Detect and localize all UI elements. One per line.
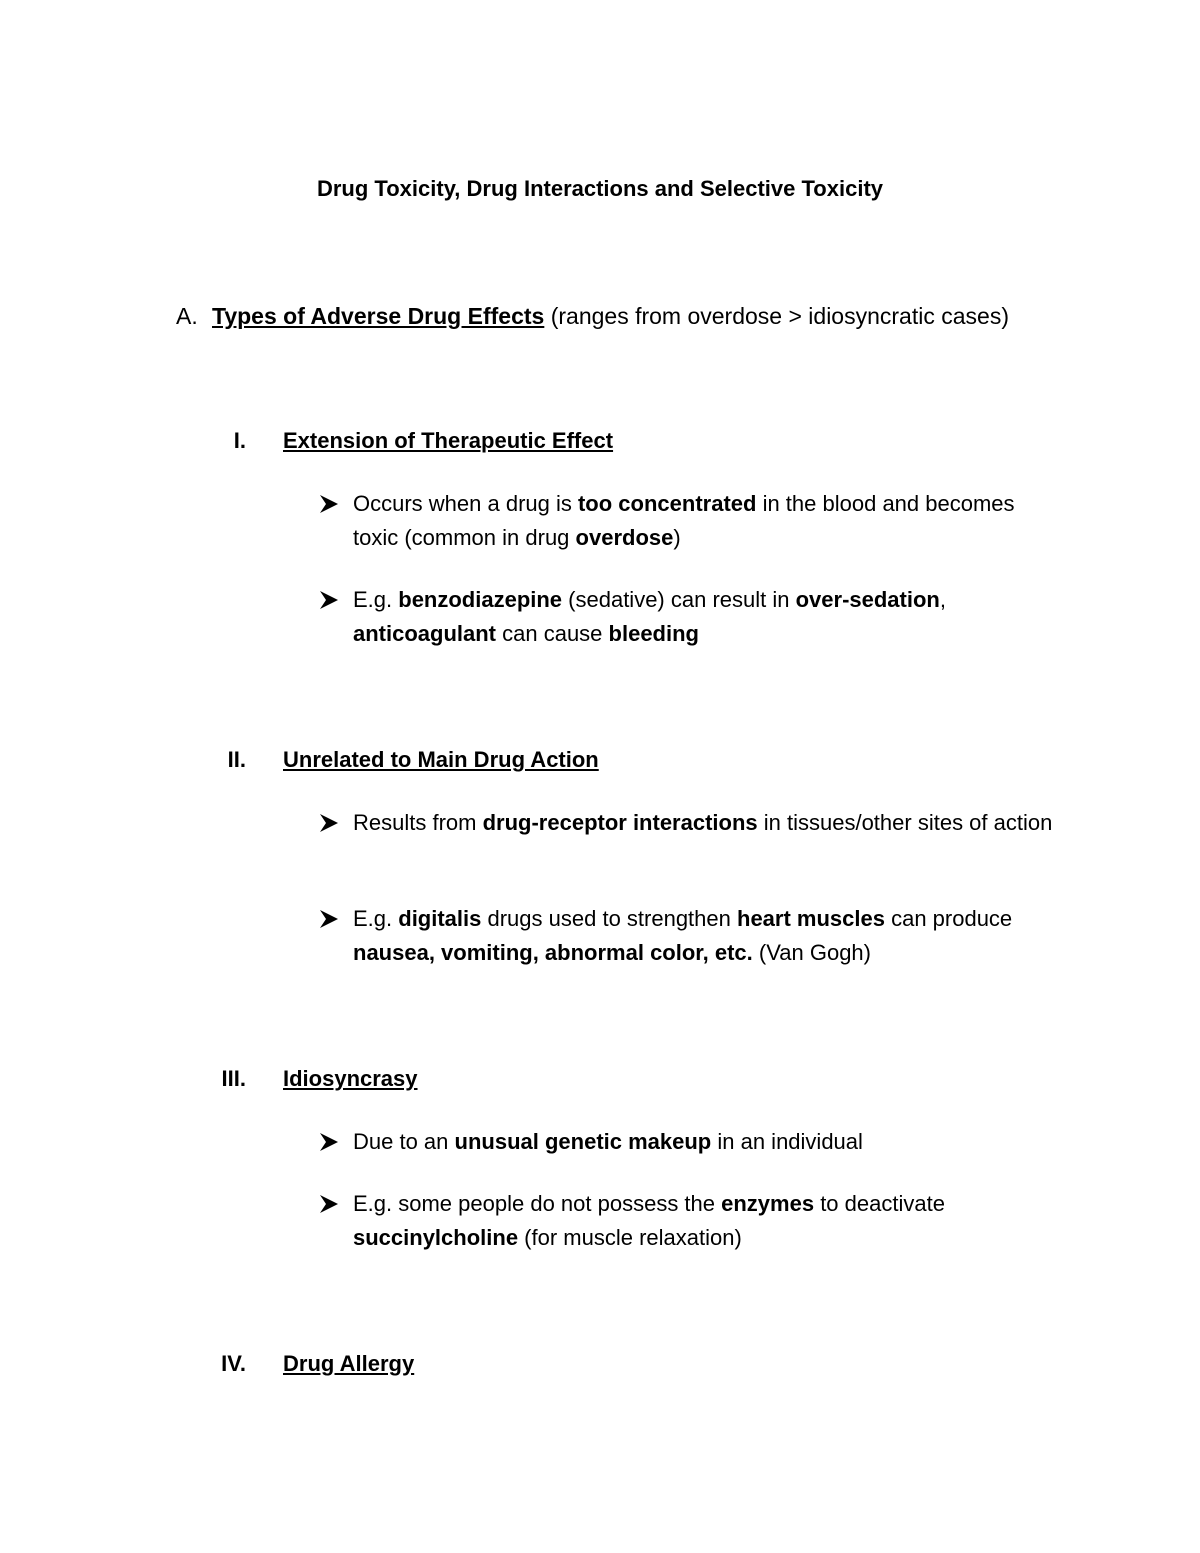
bullet-bold-text: nausea, vomiting, abnormal color, etc. (353, 940, 753, 965)
arrowhead-bullet-icon (318, 1193, 340, 1215)
bullet-text: E.g. (353, 587, 399, 612)
bullet-bold-text: enzymes (721, 1191, 815, 1216)
bullet-text: E.g. some people do not possess the (353, 1191, 722, 1216)
bullet-text: can produce (884, 906, 1013, 931)
subsection-numeral: II. (227, 747, 246, 772)
subsection-numeral: IV. (221, 1351, 246, 1376)
bullet-text: (for muscle relaxation) (518, 1225, 742, 1250)
bullet-text: in the blood and becomes toxic (common in drug (353, 491, 1015, 550)
bullet-text: Occurs when a drug is (353, 491, 578, 516)
bullet-bold-text: anticoagulant (353, 621, 497, 646)
bullet-bold-text: over-sedation (795, 587, 940, 612)
section-a-heading (176, 300, 1009, 332)
subsection-title: Idiosyncrasy (283, 1066, 418, 1091)
bullet-bold-text: benzodiazepine (398, 587, 563, 612)
bullet-bold-text: digitalis (398, 906, 482, 931)
bullet-text: in an individual (711, 1129, 863, 1154)
bullet-bold-text: bleeding (608, 621, 699, 646)
bullet-text: E.g. (353, 906, 399, 931)
subsection-title: Unrelated to Main Drug Action (283, 747, 599, 772)
arrowhead-bullet-icon (318, 493, 340, 515)
section-a-note: (ranges from overdose > idiosyncratic cases) (550, 303, 1009, 329)
bullet-text: can cause (496, 621, 609, 646)
bullet-text: drugs used to strengthen (481, 906, 737, 931)
bullet-text: (sedative) can result in (562, 587, 796, 612)
document-title: Drug Toxicity, Drug Interactions and Selective Toxicity (316, 176, 884, 201)
subsection-title: Extension of Therapeutic Effect (283, 428, 614, 453)
arrowhead-bullet-icon (318, 589, 340, 611)
subsection-title: Drug Allergy (283, 1351, 415, 1376)
subsection-numeral: I. (233, 428, 246, 453)
bullet-bold-text: unusual genetic makeup (454, 1129, 712, 1154)
subsection-numeral: III. (221, 1066, 246, 1091)
arrowhead-bullet-icon (318, 812, 340, 834)
section-a-title: Types of Adverse Drug Effects (212, 303, 545, 329)
bullet-bold-text: too concentrated (577, 491, 757, 516)
bullet-text: to deactivate (814, 1191, 945, 1216)
arrowhead-bullet-icon (318, 1131, 340, 1153)
bullet-bold-text: drug-receptor interactions (482, 810, 758, 835)
bullet-text: Results from (353, 810, 483, 835)
bullet-text: Due to an (353, 1129, 455, 1154)
bullet-text: (Van Gogh) (752, 940, 871, 965)
bullet-bold-text: overdose (575, 525, 674, 550)
section-a-letter: A. (176, 303, 198, 329)
arrowhead-bullet-icon (318, 908, 340, 930)
bullet-bold-text: succinylcholine (353, 1225, 519, 1250)
bullet-bold-text: heart muscles (737, 906, 885, 931)
bullet-text: , (939, 587, 946, 612)
bullet-text: in tissues/other sites of action (757, 810, 1053, 835)
bullet-text: ) (673, 525, 681, 550)
